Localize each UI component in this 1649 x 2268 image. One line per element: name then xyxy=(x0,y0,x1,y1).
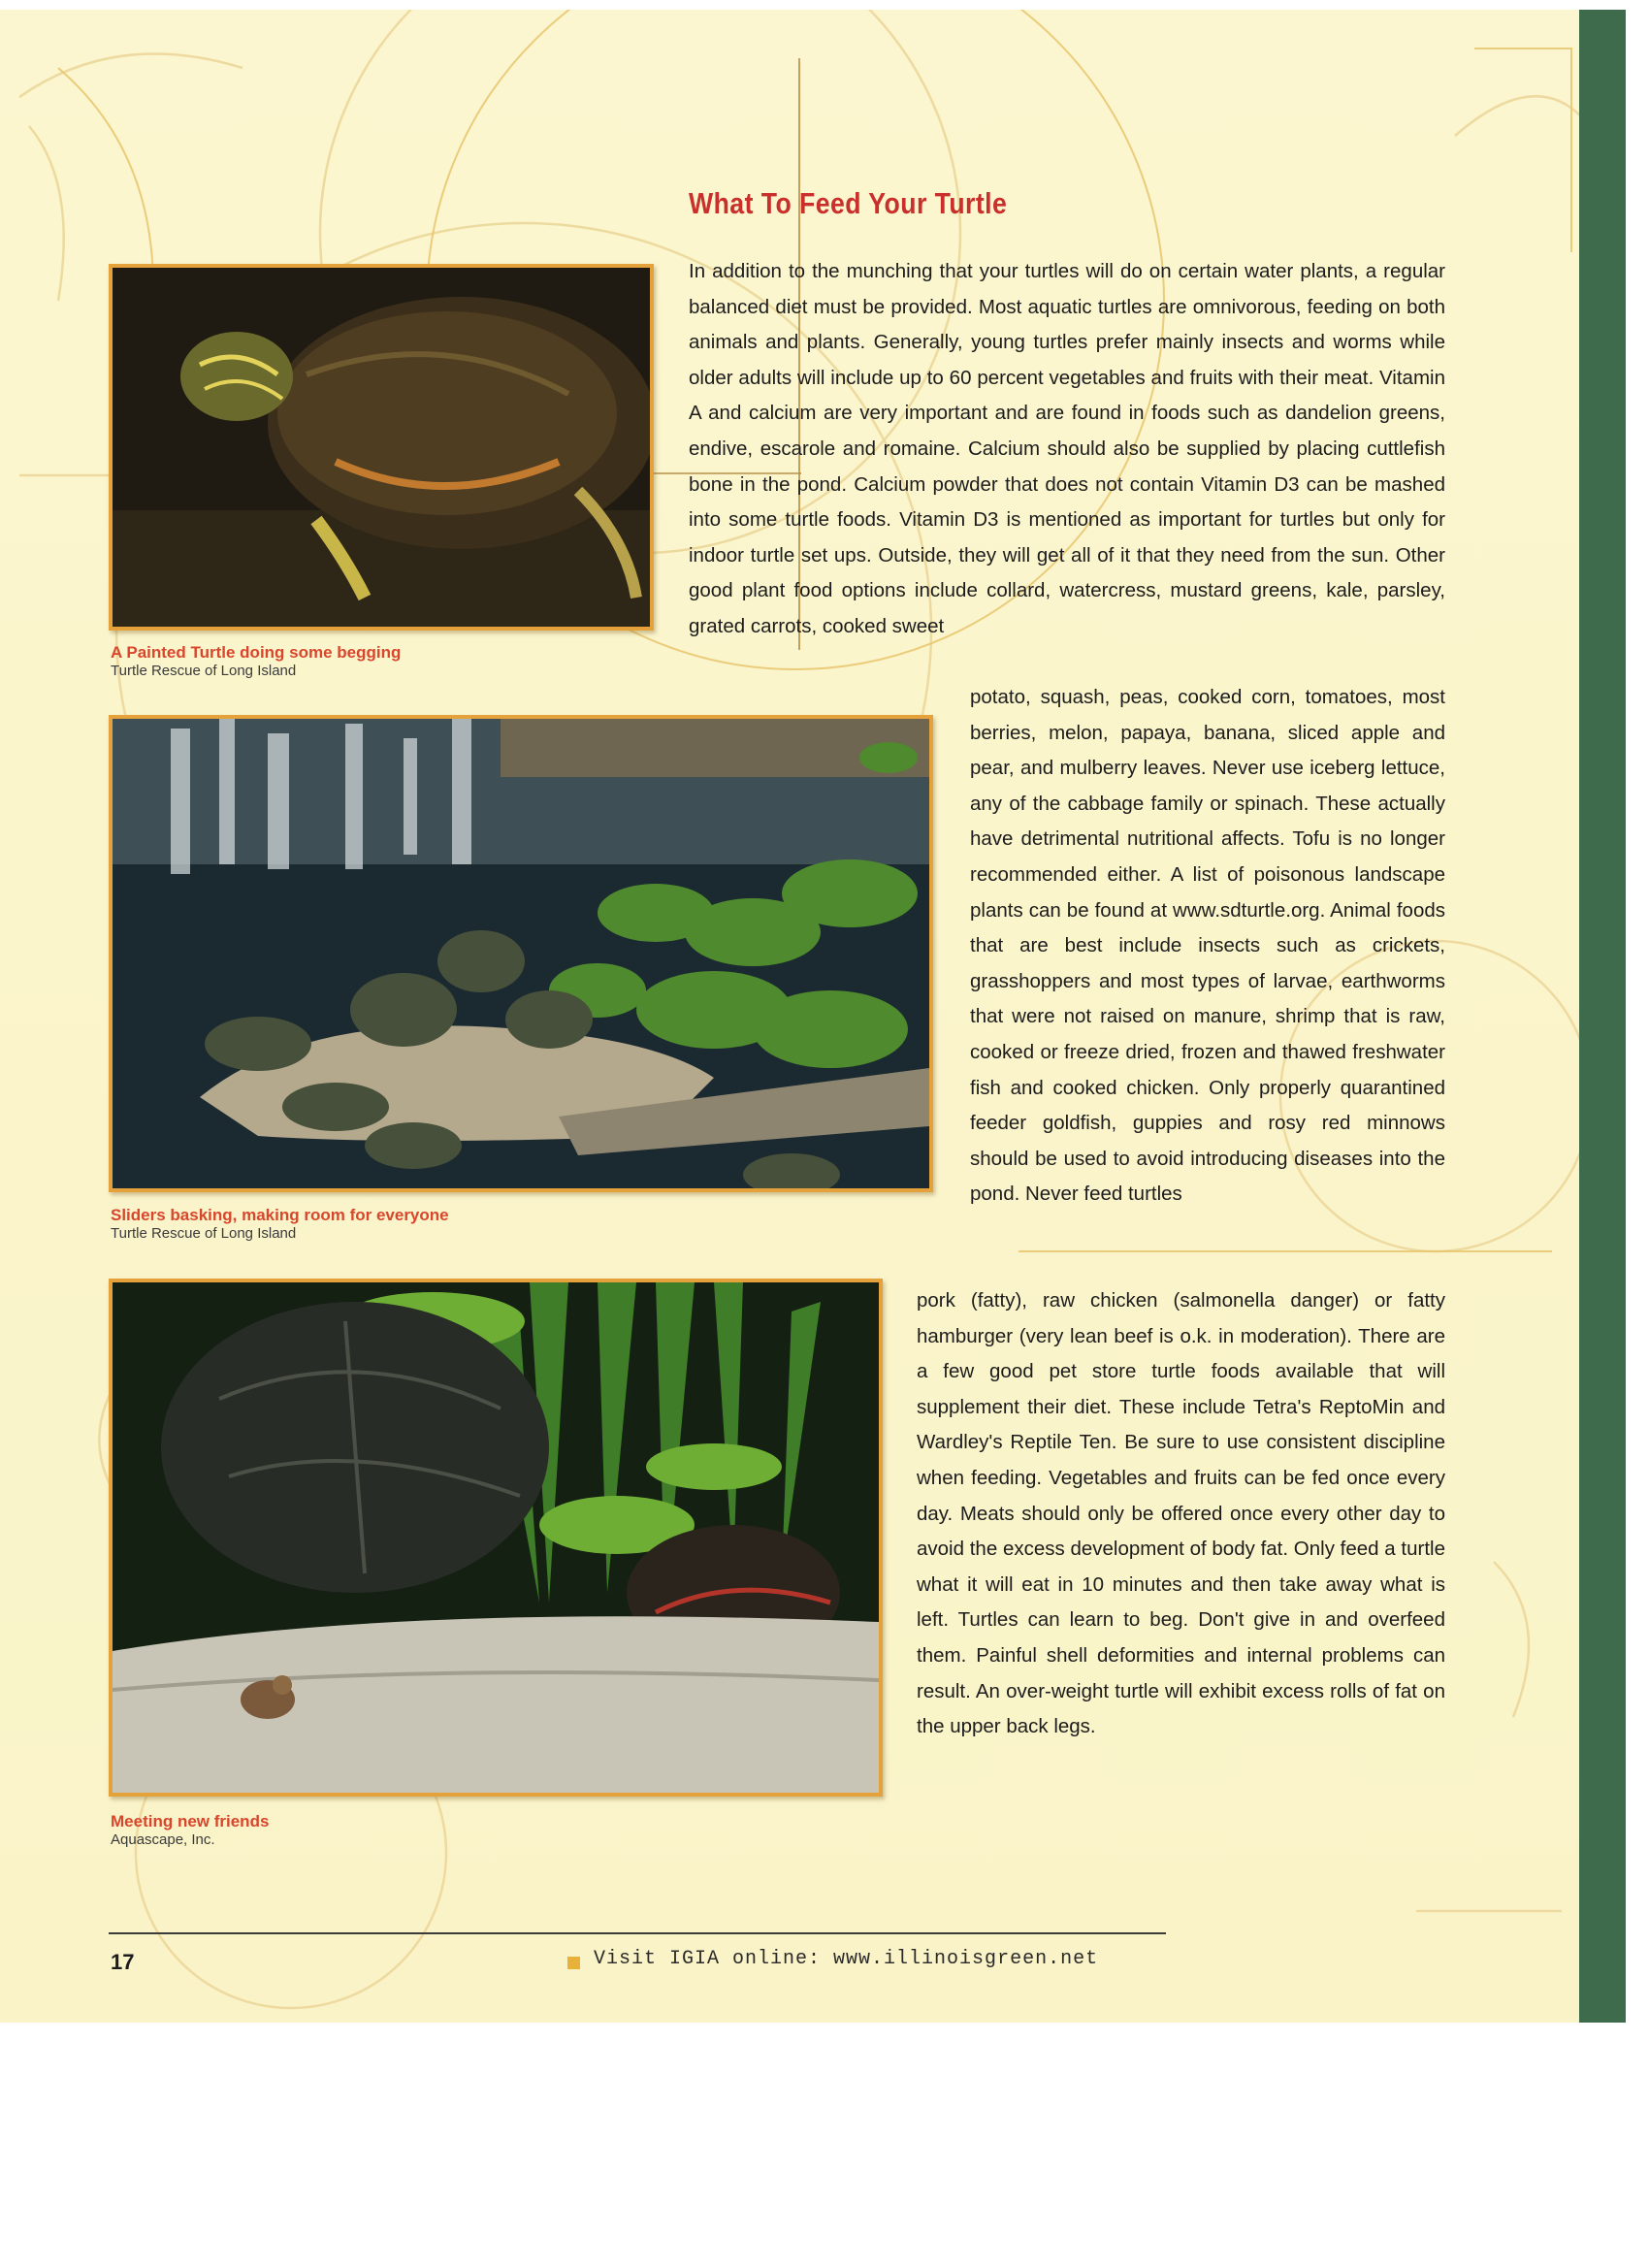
footer-bullet-icon xyxy=(567,1957,580,1969)
photo-caption-2 xyxy=(111,1206,449,1242)
page-number: 17 xyxy=(111,1950,135,1974)
caption-title: Meeting new friends xyxy=(111,1812,270,1831)
photo-sliders-basking xyxy=(109,715,933,1192)
article-paragraph-top: In addition to the munching that your turtles will do on certain water plants, a regular balanced diet must be provided. Most aquatic turtles are omnivorous, feeding on both animals and plants. Generally, young turtles prefer mainly insects and worms while older adults will include up to 60 percent vegetables and fruits with their meat. Vitamin A and calcium are very important and are found in foods such as dandelion greens, endive, escarole and romaine. Calcium should also be supplied by placing cuttlefish bone in the pond. Calcium powder that does not contain Vitamin D3 can be mashed into some turtle foods. Vitamin D3 is mentioned as important for turtles but only for indoor turtle set ups. Outside, they will get all of it that they need from the sun. Other good plant food options include collard, watercress, mustard greens, kale, parsley, grated carrots, cooked sweet xyxy=(689,260,1445,637)
footer-website-text: Visit IGIA online: www.illinoisgreen.net xyxy=(594,1948,1099,1970)
caption-credit: Turtle Rescue of Long Island xyxy=(111,1224,297,1242)
article-title: What To Feed Your Turtle xyxy=(689,186,1008,220)
article-paragraph-middle: potato, squash, peas, cooked corn, tomatoes, most berries, melon, papaya, banana, sliced apple and pear, and mulberry leaves. Never use iceberg lettuce, any of the cabbage family or spinach. These actually have detrimental nutritional affects. Tofu is no longer recommended either. A list of poisonous landscape plants can be found at www.sdturtle.org. Animal foods that are best include insects such as crickets, grasshoppers and most types of larvae, earthworms that were not raised on manure, shrimp that is raw, cooked or freeze dried, frozen and thawed freshwater fish and cooked chicken. Only properly quarantined feeder goldfish, guppies and rosy red minnows should be used to avoid introducing diseases into the pond. Never feed turtles xyxy=(970,686,1445,1206)
caption-credit: Turtle Rescue of Long Island xyxy=(111,662,297,679)
painted-turtle-image xyxy=(113,268,650,627)
caption-title: Sliders basking, making room for everyone xyxy=(111,1206,449,1224)
photo-meeting-new-friends xyxy=(109,1279,883,1797)
caption-credit: Aquascape, Inc. xyxy=(111,1831,215,1848)
photo-painted-turtle xyxy=(109,264,654,631)
photo-caption-1 xyxy=(111,643,401,679)
caption-title: A Painted Turtle doing some begging xyxy=(111,643,402,662)
green-edge-bar xyxy=(1579,10,1626,2023)
article-paragraph-bottom: pork (fatty), raw chicken (salmonella danger) or fatty hamburger (very lean beef is o.k. in moderation). There are a few good pet store turtle foods available that will supplement their diet. These include Tetra's ReptoMin and Wardley's Reptile Ten. Be sure to use consistent discipline when feeding. Vegetables and fruits can be fed once every day. Meats should only be offered once every other day to avoid the excess development of body fat. Only feed a turtle what it will eat in 10 minutes and then take away what is left. Turtles can learn to beg. Don't give in and overfeed them. Painful shell deformities and internal problems can result. An over-weight turtle will exhibit excess rolls of fat on the upper back legs. xyxy=(917,1289,1445,1738)
footer-rule xyxy=(109,1932,1166,1934)
photo-caption-3 xyxy=(111,1812,269,1848)
sliders-basking-image xyxy=(113,719,929,1188)
meeting-new-friends-image xyxy=(113,1282,879,1793)
